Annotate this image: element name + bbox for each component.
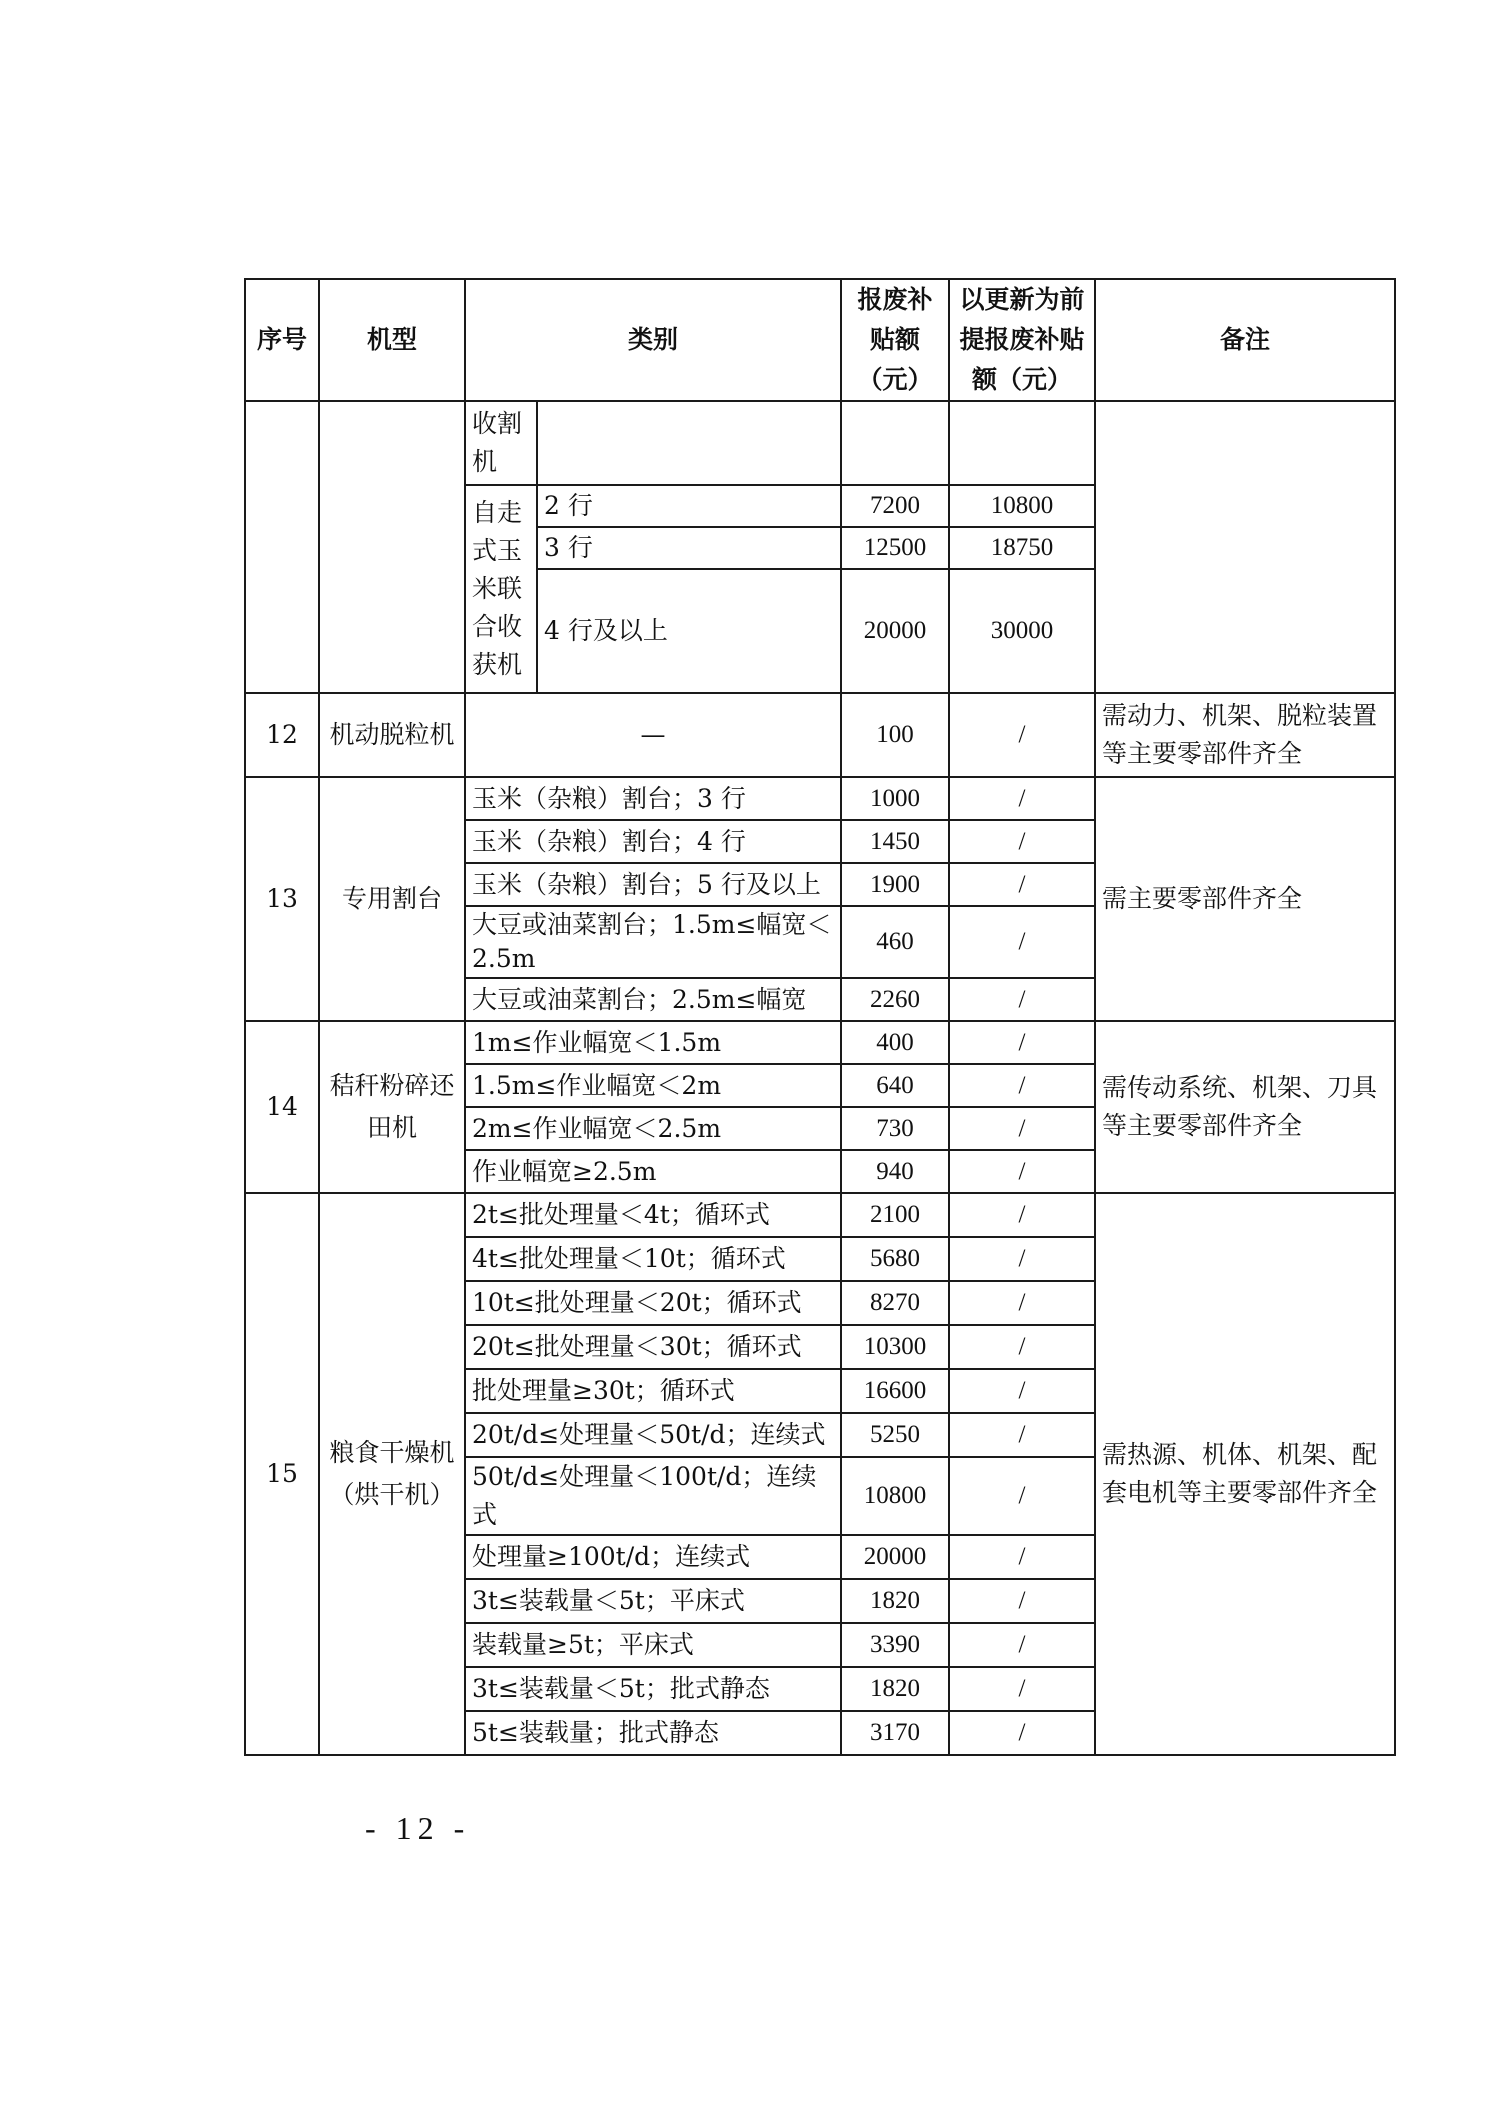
- row15-renew: /: [949, 1535, 1095, 1579]
- row15-renew: /: [949, 1193, 1095, 1237]
- row15-subsidy: 8270: [841, 1281, 949, 1325]
- row11-remark: [1095, 401, 1395, 693]
- row14-no: 14: [245, 1021, 319, 1193]
- row11-head-subsidy: [841, 401, 949, 485]
- table-row: [245, 777, 1395, 820]
- row15-remark: 需热源、机体、机架、配套电机等主要零部件齐全: [1095, 1193, 1395, 1755]
- row15-subsidy: 10300: [841, 1325, 949, 1369]
- row13-renew: /: [949, 978, 1095, 1021]
- row15-subsidy: 3390: [841, 1623, 949, 1667]
- row14-renew: /: [949, 1107, 1095, 1150]
- row12-category: —: [465, 693, 841, 777]
- row13-renew: /: [949, 820, 1095, 863]
- row15-category: 2t≤批处理量＜4t；循环式: [465, 1193, 841, 1237]
- row11-category: 2 行: [537, 485, 841, 527]
- row14-model: 秸秆粉碎还田机: [319, 1021, 465, 1193]
- row14-category: 1.5m≤作业幅宽＜2m: [465, 1064, 841, 1107]
- table-row: [245, 401, 1395, 485]
- row15-renew: /: [949, 1623, 1095, 1667]
- row15-subsidy: 2100: [841, 1193, 949, 1237]
- row15-renew: /: [949, 1369, 1095, 1413]
- row14-category: 2m≤作业幅宽＜2.5m: [465, 1107, 841, 1150]
- row14-renew: /: [949, 1064, 1095, 1107]
- table-row: [245, 1021, 1395, 1064]
- header-subsidy: 报废补贴额（元）: [841, 279, 949, 401]
- row15-subsidy: 16600: [841, 1369, 949, 1413]
- table-row: [245, 1193, 1395, 1237]
- row11-renew: 10800: [949, 485, 1095, 527]
- row15-subsidy: 20000: [841, 1535, 949, 1579]
- row11-subsidy: 20000: [841, 569, 949, 693]
- row15-category: 4t≤批处理量＜10t；循环式: [465, 1237, 841, 1281]
- header-remark: 备注: [1095, 279, 1395, 401]
- row15-category: 批处理量≥30t；循环式: [465, 1369, 841, 1413]
- page-number: - 12 -: [365, 1810, 471, 1846]
- row15-subsidy: 5250: [841, 1413, 949, 1457]
- row15-category: 装载量≥5t；平床式: [465, 1623, 841, 1667]
- row12-model: 机动脱粒机: [319, 693, 465, 777]
- header-no: 序号: [245, 279, 319, 401]
- row15-no: 15: [245, 1193, 319, 1755]
- table-row: [245, 693, 1395, 777]
- row15-renew: /: [949, 1667, 1095, 1711]
- row15-category: 3t≤装载量＜5t；平床式: [465, 1579, 841, 1623]
- row11-renew: 18750: [949, 527, 1095, 569]
- row13-subsidy: 2260: [841, 978, 949, 1021]
- row15-renew: /: [949, 1711, 1095, 1755]
- row11-no: [245, 401, 319, 693]
- row14-category: 作业幅宽≥2.5m: [465, 1150, 841, 1193]
- row13-model: 专用割台: [319, 777, 465, 1021]
- row14-subsidy: 940: [841, 1150, 949, 1193]
- row13-category: 大豆或油菜割台；1.5m≤幅宽＜2.5m: [465, 906, 841, 978]
- row14-renew: /: [949, 1021, 1095, 1064]
- row15-renew: /: [949, 1457, 1095, 1535]
- row12-remark: 需动力、机架、脱粒装置等主要零部件齐全: [1095, 693, 1395, 777]
- row11-category: 3 行: [537, 527, 841, 569]
- row14-remark: 需传动系统、机架、刀具等主要零部件齐全: [1095, 1021, 1395, 1193]
- row13-category: 玉米（杂粮）割台；3 行: [465, 777, 841, 820]
- row15-renew: /: [949, 1325, 1095, 1369]
- row13-renew: /: [949, 906, 1095, 978]
- row11-model: [319, 401, 465, 693]
- row13-subsidy: 1000: [841, 777, 949, 820]
- header-renew-subsidy: 以更新为前提报废补贴额（元）: [949, 279, 1095, 401]
- row13-subsidy: 1450: [841, 820, 949, 863]
- row15-category: 处理量≥100t/d；连续式: [465, 1535, 841, 1579]
- row15-subsidy: 3170: [841, 1711, 949, 1755]
- row14-subsidy: 640: [841, 1064, 949, 1107]
- row13-subsidy: 1900: [841, 863, 949, 906]
- row12-subsidy: 100: [841, 693, 949, 777]
- row11-subsidy: 7200: [841, 485, 949, 527]
- row15-renew: /: [949, 1237, 1095, 1281]
- row13-category: 玉米（杂粮）割台；5 行及以上: [465, 863, 841, 906]
- row13-renew: /: [949, 863, 1095, 906]
- row15-subsidy: 5680: [841, 1237, 949, 1281]
- header-category: 类别: [465, 279, 841, 401]
- row15-subsidy: 1820: [841, 1579, 949, 1623]
- row15-renew: /: [949, 1281, 1095, 1325]
- row13-remark: 需主要零部件齐全: [1095, 777, 1395, 1021]
- row12-renew: /: [949, 693, 1095, 777]
- row15-category: 5t≤装载量；批式静态: [465, 1711, 841, 1755]
- row11-head-renew: [949, 401, 1095, 485]
- row14-renew: /: [949, 1150, 1095, 1193]
- row13-category: 大豆或油菜割台；2.5m≤幅宽: [465, 978, 841, 1021]
- row15-category: 20t≤批处理量＜30t；循环式: [465, 1325, 841, 1369]
- row11-head-blank: [537, 401, 841, 485]
- row15-renew: /: [949, 1413, 1095, 1457]
- header-row: [245, 279, 1395, 401]
- row15-model: 粮食干燥机（烘干机）: [319, 1193, 465, 1755]
- row13-category: 玉米（杂粮）割台；4 行: [465, 820, 841, 863]
- row13-renew: /: [949, 777, 1095, 820]
- row13-no: 13: [245, 777, 319, 1021]
- row15-category: 3t≤装载量＜5t；批式静态: [465, 1667, 841, 1711]
- row15-renew: /: [949, 1579, 1095, 1623]
- header-model: 机型: [319, 279, 465, 401]
- row15-category: 10t≤批处理量＜20t；循环式: [465, 1281, 841, 1325]
- row14-category: 1m≤作业幅宽＜1.5m: [465, 1021, 841, 1064]
- row11-renew: 30000: [949, 569, 1095, 693]
- row11-head: 收割机: [465, 401, 537, 485]
- row15-category: 50t/d≤处理量＜100t/d；连续式: [465, 1457, 841, 1535]
- row12-no: 12: [245, 693, 319, 777]
- subsidy-table: [244, 278, 1396, 1756]
- row11-subsidy: 12500: [841, 527, 949, 569]
- row14-subsidy: 400: [841, 1021, 949, 1064]
- row11-group: 自走式玉米联合收获机: [465, 485, 537, 693]
- row11-category: 4 行及以上: [537, 569, 841, 693]
- row13-subsidy: 460: [841, 906, 949, 978]
- row15-subsidy: 10800: [841, 1457, 949, 1535]
- row15-subsidy: 1820: [841, 1667, 949, 1711]
- row14-subsidy: 730: [841, 1107, 949, 1150]
- row15-category: 20t/d≤处理量＜50t/d；连续式: [465, 1413, 841, 1457]
